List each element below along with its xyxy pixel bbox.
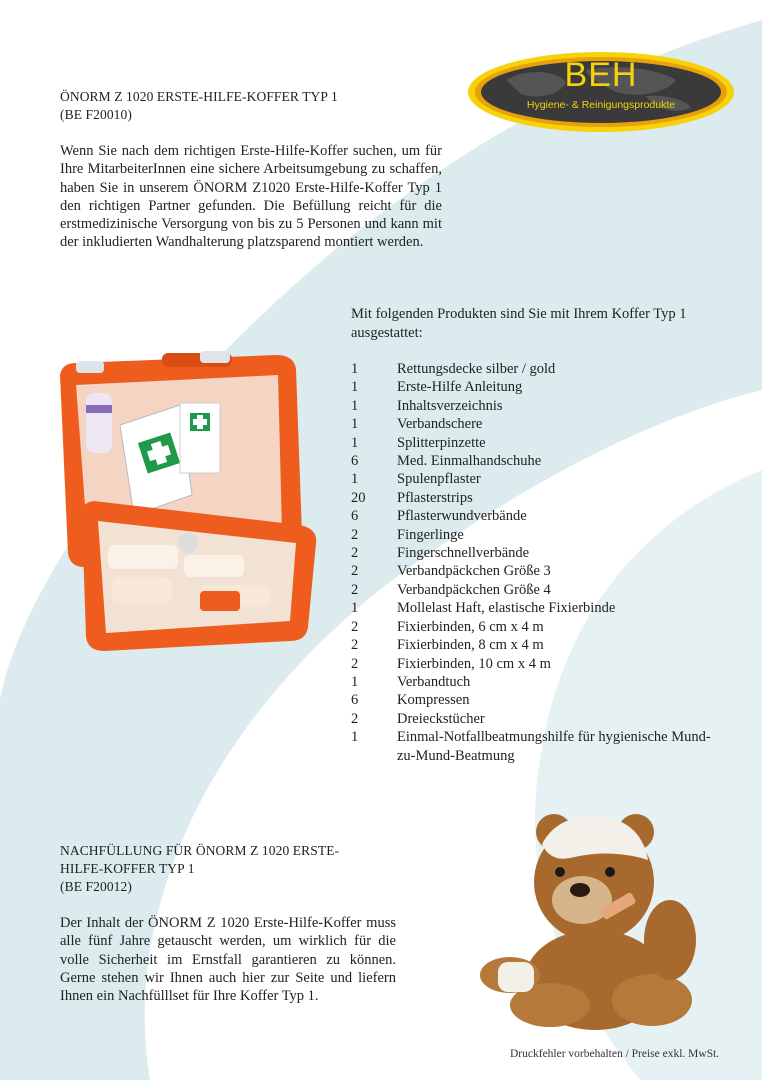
list-item	[351, 691, 721, 709]
item-name: Pflasterstrips	[397, 489, 473, 506]
item-name: Verbandpäckchen Größe 4	[397, 581, 551, 598]
list-item	[351, 618, 721, 636]
list-item	[351, 636, 721, 654]
list-item	[351, 470, 721, 488]
list-item	[351, 452, 721, 470]
item-quantity: 2	[351, 581, 359, 598]
product-description: Wenn Sie nach dem richtigen Erste-Hilfe-Koffer suchen, um für Ihre MitarbeiterInnen eine sichere Arbeitsumgebung zu schaffen, haben Sie in unserem ÖNORM Z1020 Erste-Hilfe-Koffer Typ 1 den richtigen Partner gefunden. Die Befüllung reicht für die erstmedizinische Versorgung von bis zu 5 Personen und kann mit der inkludierten Wandhalterung platzsparend montiert werden.	[60, 143, 442, 251]
list-item	[351, 655, 721, 673]
list-item	[351, 544, 721, 562]
item-quantity: 2	[351, 637, 359, 654]
item-quantity: 1	[351, 600, 359, 617]
item-quantity: 2	[351, 618, 359, 635]
item-quantity: 1	[351, 361, 359, 377]
logo-tagline: Hygiene- & Reinigungsprodukte	[526, 99, 676, 111]
item-quantity: 2	[351, 710, 359, 727]
refill-description: Der Inhalt der ÖNORM Z 1020 Erste-Hilfe-Koffer muss alle fünf Jahre getauscht werden, um wirklich für die volle Sicherheit im Ernstfall garantieren zu können. Gerne stehen wir Ihnen auch hier zur Seite und liefern Ihnen ein Nachfülllset für Ihre Koffer Typ 1.	[60, 915, 396, 1005]
item-quantity: 1	[351, 397, 359, 414]
company-logo	[466, 50, 736, 134]
list-item	[351, 673, 721, 691]
list-item	[351, 378, 721, 396]
contents-list	[351, 360, 721, 765]
product-title: ÖNORM Z 1020 ERSTE-HILFE-KOFFER TYP 1	[60, 89, 338, 104]
item-quantity: 2	[351, 563, 359, 580]
item-name: Fingerschnellverbände	[397, 545, 530, 562]
item-quantity: 1	[351, 471, 359, 488]
item-name: Inhaltsverzeichnis	[397, 397, 503, 414]
item-name: Kompressen	[397, 692, 470, 709]
list-item	[351, 507, 721, 525]
teddy-bear-image	[470, 800, 720, 1035]
item-quantity: 1	[351, 416, 359, 433]
item-quantity: 1	[351, 434, 359, 451]
item-quantity: 6	[351, 508, 359, 525]
list-item	[351, 526, 721, 544]
item-name: Pflasterwundverbände	[397, 508, 527, 525]
item-quantity: 2	[351, 655, 359, 672]
product-code: (BE F20010)	[60, 107, 132, 122]
item-name: Verbandschere	[397, 416, 483, 433]
list-item	[351, 489, 721, 507]
list-item	[351, 415, 721, 433]
item-name: Erste-Hilfe Anleitung	[397, 379, 523, 396]
item-name: Dreieckstücher	[397, 710, 485, 727]
item-quantity: 20	[351, 489, 366, 506]
item-name: Verbandpäckchen Größe 3	[397, 563, 551, 580]
list-item	[351, 599, 721, 617]
item-quantity: 6	[351, 692, 359, 709]
refill-title: NACHFÜLLUNG FÜR ÖNORM Z 1020 ERSTE-HILFE-KOFFER TYP 1	[60, 843, 340, 876]
item-name: Spulenpflaster	[397, 471, 481, 488]
list-item	[351, 397, 721, 415]
list-item	[351, 728, 721, 765]
list-item	[351, 581, 721, 599]
item-name: Med. Einmalhandschuhe	[397, 453, 542, 470]
item-name: Fixierbinden, 10 cm x 4 m	[397, 655, 551, 672]
item-name: Fingerlinge	[397, 526, 464, 543]
item-name: Verbandtuch	[397, 673, 471, 690]
list-item	[351, 434, 721, 452]
item-name: Fixierbinden, 8 cm x 4 m	[397, 637, 544, 654]
first-aid-case-image	[50, 345, 330, 660]
logo-text: BEH	[564, 56, 638, 94]
item-quantity: 1	[351, 673, 359, 690]
list-item	[351, 360, 721, 378]
item-quantity: 2	[351, 545, 359, 562]
item-name: Fixierbinden, 6 cm x 4 m	[397, 618, 544, 635]
footer-note: Druckfehler vorbehalten / Preise exkl. MwSt.	[510, 1048, 720, 1060]
item-name: Mollelast Haft, elastische Fixierbinde	[397, 600, 616, 617]
item-name: Einmal-Notfallbeatmungshilfe für hygienische Mund-zu-Mund-Beatmung	[397, 729, 711, 764]
list-item	[351, 562, 721, 580]
list-item	[351, 710, 721, 728]
item-quantity: 1	[351, 379, 359, 396]
refill-code: (BE F20012)	[60, 879, 132, 894]
item-quantity: 2	[351, 526, 359, 543]
item-quantity: 1	[351, 729, 359, 746]
contents-intro: Mit folgenden Produkten sind Sie mit Ihrem Koffer Typ 1 ausgestattet:	[351, 306, 687, 341]
item-quantity: 6	[351, 453, 359, 470]
item-name: Splitterpinzette	[397, 434, 486, 451]
item-name: Rettungsdecke silber / gold	[397, 361, 556, 377]
